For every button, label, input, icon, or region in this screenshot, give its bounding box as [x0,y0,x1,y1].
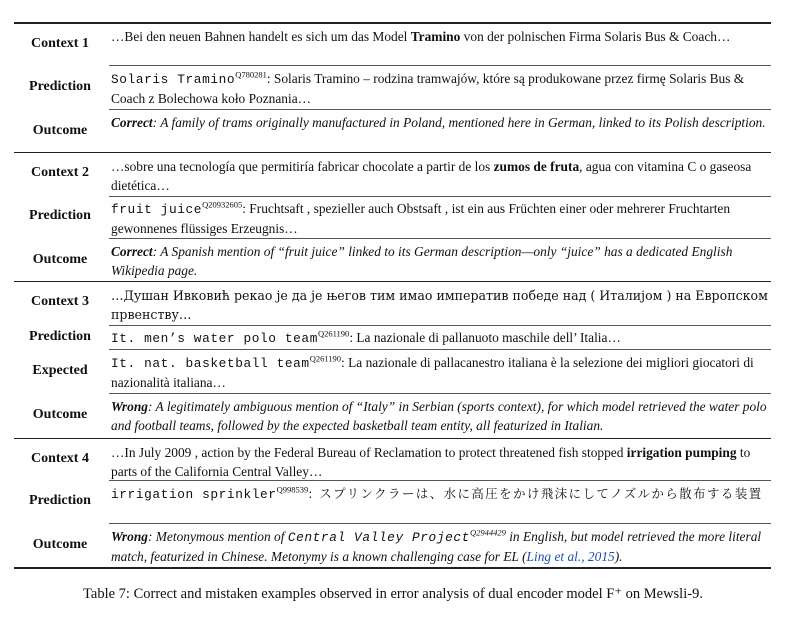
outcome-2-text: Correct: A Spanish mention of “fruit juice” linked to its German description—only “juice” has a dedicated English Wikipedia page. [111,244,733,278]
row-separator [109,523,771,524]
outcome-1-label: Outcome [32,123,88,138]
outcome-3-text: Wrong: A legitimately ambiguous mention of “Italy” in Serbian (sports context), for which model retrieved the water polo and football teams, followed by the expected basketball team entity, all featurized in Italian. [111,399,767,433]
context-2-label: Context 2 [31,165,89,180]
row-separator [109,238,771,239]
prediction-2-label: Prediction [29,208,91,223]
row-separator [109,65,771,66]
row-separator [109,325,771,326]
expected-3-label: Expected [32,363,88,378]
citation-link[interactable]: Ling et al., 2015 [526,549,615,564]
row-separator [109,109,771,110]
context-divider [14,438,771,439]
row-separator [109,393,771,394]
prediction-2-text: fruit juice$^{Q20932605}$: Fruchtsaft , spezieller auch Obstsaft , ist ein aus Früchten einer oder mehrerer Fruchtarten gewonnenes flüssiges Erzeugnis… [111,199,731,236]
context-1-text: …Bei den neuen Bahnen handelt es sich um das Model Tramino von der polnischen Firma Solaris Bus & Coach… [111,29,731,44]
outcome-1-text: Correct: A family of trams originally manufactured in Poland, mentioned here in German, linked to its Polish description. [111,115,766,130]
context-4-text: …In July 2009 , action by the Federal Bureau of Reclamation to protect threatened fish stopped irrigation pumping to parts of the California Central Valley… [111,445,751,479]
context-1-label: Context 1 [31,36,89,51]
outcome-4-label: Outcome [32,537,88,552]
table-bottom-rule [14,567,771,569]
expected-3-text: It. nat. basketball team$^{Q261190}$: La nazionale di pallacanestro italiana è la selezione dei migliori giocatori di nazionalità italiana… [111,353,754,390]
context-divider [14,281,771,282]
context-2-text: …sobre una tecnología que permitiría fabricar chocolate a partir de los zumos de fruta, agua con vitamina C o gaseosa dietética… [111,159,752,193]
outcome-2-label: Outcome [32,252,88,267]
prediction-4-text: irrigation sprinkler$^{Q998539}$: スプリンクラーは、水に高圧をかけ飛沫にしてノズルから散布する装置 [111,484,763,502]
prediction-3-label: Prediction [29,329,91,344]
context-3-label: Context 3 [31,294,89,309]
prediction-4-label: Prediction [29,493,91,508]
prediction-1-label: Prediction [29,79,91,94]
context-divider [14,152,771,153]
table-caption: Table 7: Correct and mistaken examples observed in error analysis of dual encoder model F⁺ on Mewsli-9. [83,586,703,602]
context-3-text: …Душан Ивковић рекао је да је његов тим имао императив победе над ( Италијом ) на Европском првенству… [111,288,768,322]
row-separator [109,480,771,481]
outcome-4-text: Wrong: Metonymous mention of Central Valley Project$^{Q2944429}$ in English, but model retrieved the more literal match, featurized in Chinese. Metonymy is a known challenging case for EL (Ling et al., 2015). [111,527,762,564]
outcome-3-label: Outcome [32,407,88,422]
row-separator [109,196,771,197]
context-4-label: Context 4 [31,451,89,466]
table-top-rule [14,22,771,24]
prediction-3-text: It. men’s water polo team$^{Q261190}$: La nazionale di pallanuoto maschile dell’ Italia… [111,328,621,346]
prediction-1-text: Solaris Tramino$^{Q780281}$: Solaris Tramino – rodzina tramwajów, które są produkowane przez firmę Solaris Bus & Coach z Bolechowa koło Poznania… [111,69,745,106]
row-separator [109,349,771,350]
